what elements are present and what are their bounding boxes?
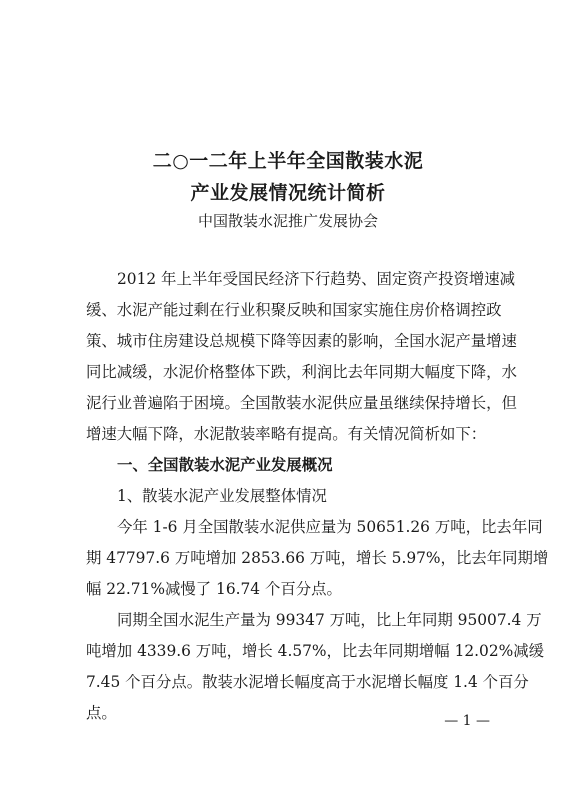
paragraph-line: 7.45 个百分点。散装水泥增长幅度高于水泥增长幅度 1.4 个百分 (86, 673, 529, 691)
intro-line: 策、城市住房建设总规模下降等因素的影响，全国水泥产量增速 (86, 332, 517, 350)
intro-line: 增速大幅下降，水泥散装率略有提高。有关情况简析如下： (86, 425, 487, 443)
paragraph-line: 吨增加 4339.6 万吨，增长 4.57%，比去年同期增幅 12.02%减缓 (86, 642, 545, 660)
subsection-heading: 1、散装水泥产业发展整体情况 (117, 487, 327, 505)
paragraph-line: 今年 1-6 月全国散装水泥供应量为 50651.26 万吨，比去年同 (117, 518, 543, 536)
paragraph-line: 期 47797.6 万吨增加 2853.66 万吨，增长 5.97%，比去年同期增 (86, 549, 549, 567)
paragraph-line: 同期全国水泥生产量为 99347 万吨，比上年同期 95007.4 万 (117, 611, 542, 629)
document-title-line-1: 二○一二年上半年全国散装水泥 (152, 150, 424, 172)
page-number: — 1 — (444, 713, 490, 729)
intro-line: 同比减缓，水泥价格整体下跌，利润比去年同期大幅度下降，水 (86, 363, 517, 381)
intro-line: 2012 年上半年受国民经济下行趋势、固定资产投资增速减 (117, 270, 516, 288)
document-title-line-2: 产业发展情况统计简析 (190, 182, 386, 204)
paragraph-line: 点。 (86, 704, 117, 722)
section-heading: 一、全国散装水泥产业发展概况 (117, 456, 333, 474)
paragraph-line: 幅 22.71%减慢了 16.74 个百分点。 (86, 580, 342, 598)
issuing-organization: 中国散装水泥推广发展协会 (197, 212, 378, 230)
intro-line: 泥行业普遍陷于困境。全国散装水泥供应量虽继续保持增长，但 (86, 394, 517, 412)
intro-line: 缓、水泥产能过剩在行业积聚反映和国家实施住房价格调控政 (86, 301, 502, 319)
